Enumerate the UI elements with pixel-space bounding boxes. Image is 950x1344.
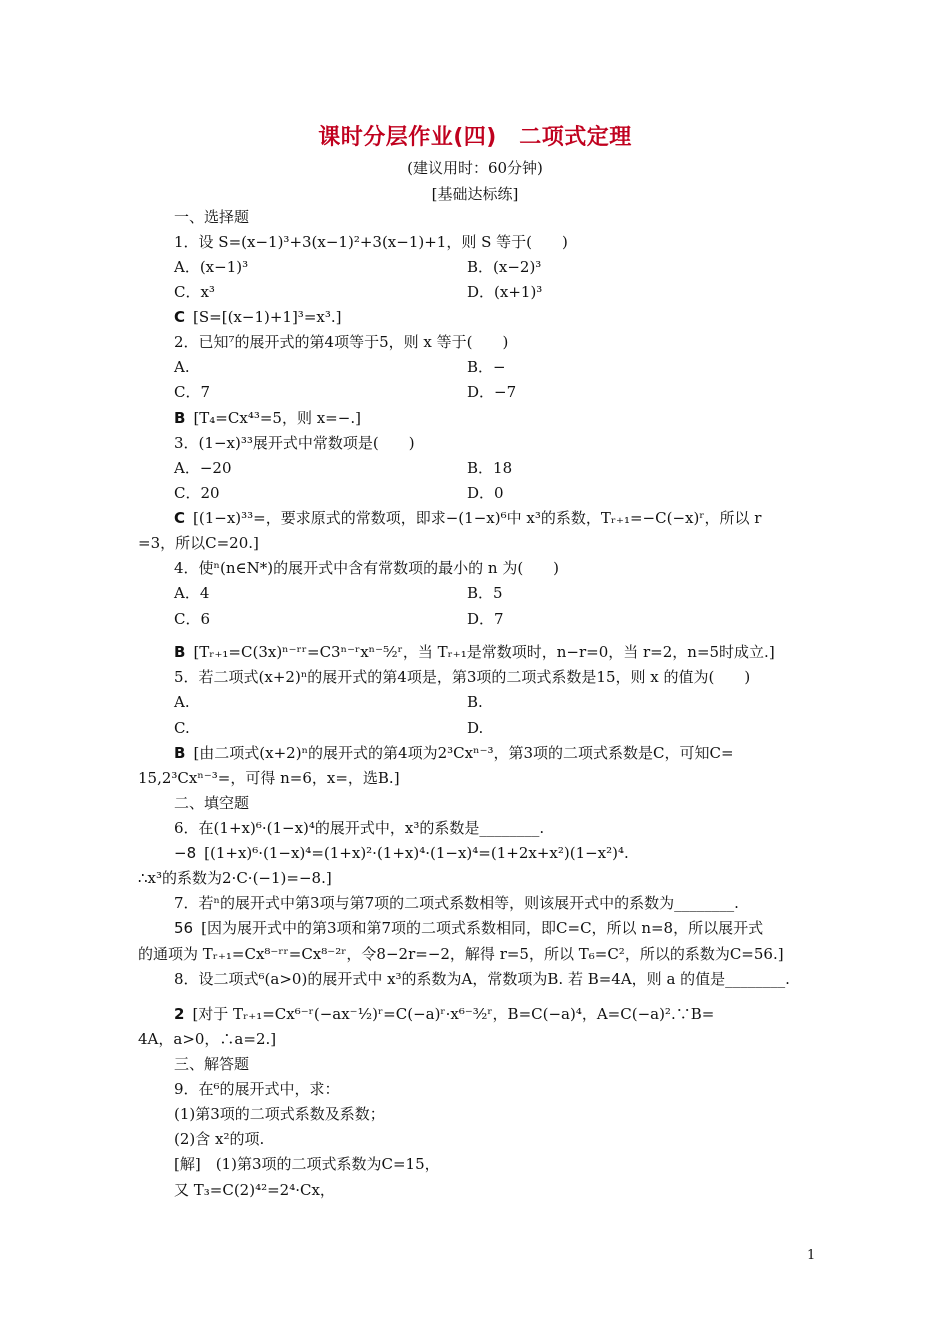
q4-option-a: A．4 (174, 584, 210, 602)
q5-explain-1: [由二项式(x+2)ⁿ的展开式的第4项为2³Cxⁿ⁻³，第3项的二项式系数是C，可知C= (193, 744, 734, 762)
q3-answer: C (174, 509, 186, 527)
q7-explain-2: 的通项为 Tᵣ₊₁=Cx⁸⁻ʳʳ=Cx⁸⁻²ʳ，令8−2r=−2，解得 r=5，所以 T₆=C²，所以的系数为C=56.] (138, 945, 784, 963)
q2-explain: [T₄=Cx⁴³=5，则 x=−.] (193, 409, 361, 427)
q5-option-c: C. (174, 719, 190, 737)
q2-option-c: C．7 (174, 383, 211, 401)
q7-answer: 56 (174, 919, 194, 937)
q6-explain-1: [(1+x)⁶·(1−x)⁴=(1+x)²·(1+x)⁴·(1−x)⁴=(1+2x+x²)(1−x²)⁴. (204, 844, 629, 862)
q5-stem: 5．若二项式(x+2)ⁿ的展开式的第4项是，第3项的二项式系数是15，则 x 的值为( ) (174, 668, 751, 686)
q1-option-d: D．(x+1)³ (467, 283, 543, 301)
q5-answer-line (174, 743, 734, 763)
q7-stem: 7．若ⁿ的展开式中第3项与第7项的二项式系数相等，则该展开式中的系数为________. (174, 894, 739, 912)
q8-answer: 2 (174, 1005, 185, 1023)
q3-explain-2: =3，所以C=20.] (138, 534, 259, 552)
q8-explain-2: 4A，a>0，∴a=2.] (138, 1030, 277, 1048)
q1-stem: 1．设 S=(x−1)³+3(x−1)²+3(x−1)+1，则 S 等于( ) (174, 233, 568, 251)
q2-stem: 2．已知⁷的展开式的第4项等于5，则 x 等于( ) (174, 333, 509, 351)
suggested-time: (建议用时：60分钟) (407, 159, 543, 177)
q3-option-c: C．20 (174, 484, 220, 502)
q6-answer-line (174, 843, 629, 863)
q5-answer: B (174, 744, 186, 762)
q3-stem: 3．(1−x)³³展开式中常数项是( ) (174, 434, 415, 452)
q1-answer: C (174, 308, 186, 326)
q9-solution-2: 又 T₃=C(2)⁴²=2⁴·Cx， (174, 1181, 335, 1199)
q1-option-c: C．x³ (174, 283, 215, 301)
q9-stem: 9．在⁶的展开式中，求： (174, 1080, 340, 1098)
q5-explain-2: 15,2³Cxⁿ⁻³=，可得 n=6，x=，选B.] (138, 769, 400, 787)
q8-answer-line (174, 1004, 714, 1024)
q4-answer: B (174, 643, 186, 661)
q2-option-b: B．− (467, 358, 506, 376)
q2-answer-line (174, 408, 361, 428)
q4-explain: [Tᵣ₊₁=C(3x)ⁿ⁻ʳʳ=C3ⁿ⁻ʳxⁿ⁻⁵⁄₂ʳ，当 Tᵣ₊₁是常数项时，n−r=0，当 r=2，n=5时成立.] (193, 643, 775, 661)
q2-option-a: A. (174, 358, 190, 376)
q9-part1: (1)第3项的二项式系数及系数； (174, 1105, 385, 1123)
q6-answer: −8 (174, 844, 197, 862)
q8-explain-1: [对于 Tᵣ₊₁=Cx⁶⁻ʳ(−ax⁻¹⁄₂)ʳ=C(−a)ʳ·x⁶⁻³⁄₂ʳ，B=C(−a)⁴，A=C(−a)².∵B= (192, 1005, 715, 1023)
q1-option-a: A．(x−1)³ (174, 258, 249, 276)
q2-answer: B (174, 409, 186, 427)
page-title: 课时分层作业(四) 二项式定理 (318, 125, 632, 150)
q4-stem: 4．使ⁿ(n∈N*)的展开式中含有常数项的最小的 n 为( ) (174, 559, 560, 577)
heading-solve: 三、解答题 (174, 1055, 250, 1073)
q5-option-a: A. (174, 693, 190, 711)
heading-fill: 二、填空题 (174, 794, 250, 812)
q3-option-d: D．0 (467, 484, 504, 502)
q8-stem: 8．设二项式⁶(a>0)的展开式中 x³的系数为A，常数项为B. 若 B=4A，则 a 的值是________. (174, 970, 790, 988)
q4-option-d: D．7 (467, 610, 504, 628)
q1-answer-line (174, 307, 341, 327)
q9-solution-1: [解] (1)第3项的二项式系数为C=15， (174, 1155, 440, 1173)
q4-answer-line (174, 642, 775, 662)
q5-option-d: D. (467, 719, 484, 737)
q4-option-b: B．5 (467, 584, 503, 602)
q7-answer-line (174, 918, 763, 938)
q9-part2: (2)含 x²的项. (174, 1130, 265, 1148)
q3-option-b: B．18 (467, 459, 513, 477)
q1-option-b: B．(x−2)³ (467, 258, 542, 276)
heading-choice: 一、选择题 (174, 208, 250, 226)
section-tag: [基础达标练] (431, 185, 519, 203)
q6-stem: 6．在(1+x)⁶·(1−x)⁴的展开式中，x³的系数是________. (174, 819, 545, 837)
q3-option-a: A．−20 (174, 459, 232, 477)
q7-explain-1: [因为展开式中的第3项和第7项的二项式系数相同，即C=C，所以 n=8，所以展开式 (201, 919, 764, 937)
q3-explain-1: [(1−x)³³=，要求原式的常数项，即求−(1−x)⁶中 x³的系数，Tᵣ₊₁=−C(−x)ʳ，所以 r (193, 509, 762, 527)
q6-explain-2: ∴x³的系数为2·C·(−1)=−8.] (138, 869, 332, 887)
q1-explain: [S=[(x−1)+1]³=x³.] (193, 308, 342, 326)
page-number: 1 (807, 1248, 816, 1263)
q3-answer-line (174, 508, 761, 528)
q2-option-d: D．−7 (467, 383, 517, 401)
q4-option-c: C．6 (174, 610, 211, 628)
q5-option-b: B. (467, 693, 483, 711)
